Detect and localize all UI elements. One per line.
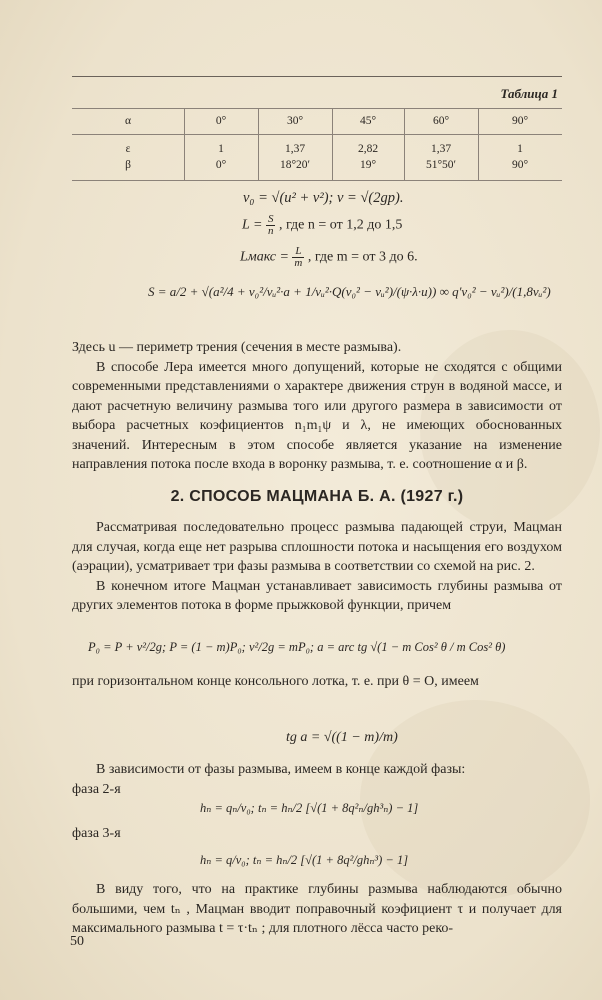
fraction-denominator: n [267, 225, 274, 237]
fraction-numerator: L [292, 246, 304, 258]
fraction-denominator: m [294, 257, 303, 269]
table-header-cell: α [124, 115, 132, 127]
table-cell: 2,82 [357, 143, 379, 155]
data-table [72, 108, 562, 180]
table-cell: 19° [359, 159, 377, 171]
table-header-cell: 0° [215, 115, 227, 127]
table-header-cell: 60° [432, 115, 450, 127]
table-cell: β [125, 159, 131, 171]
table-cell: 1,37 [430, 143, 452, 155]
equation-condition: , где n = от 1,2 до 1,5 [278, 217, 403, 233]
equation-length-max [240, 246, 418, 269]
table-rule [72, 180, 562, 181]
table-cell: 0° [215, 159, 227, 171]
text-block-correction [72, 880, 562, 939]
equation-lhs: Lмакс = [240, 249, 289, 265]
table-cell: 51°50′ [425, 159, 457, 171]
phase-label: фаза 3-я [72, 826, 121, 841]
paragraph: В конечном итоге Мацман устанавливает зависимость глубины размыва от других элементов потока в форме прыжковой функции, причем [72, 578, 562, 613]
table-cell: ε [125, 143, 131, 155]
equation-angle: tg a = √((1 − m)/m) [286, 730, 398, 745]
top-rule [72, 76, 562, 77]
page-number: 50 [70, 934, 84, 949]
table-header-cell: 30° [286, 115, 304, 127]
table-rule [72, 108, 562, 109]
table-rule [72, 134, 562, 135]
paragraph: при горизонтальном конце консольного лотка, т. е. при θ = O, имеем [72, 674, 479, 689]
equation-scour-depth: S = a/2 + √(a²/4 + v₀²/vᵤ²·a + 1/vᵤ²·Q(v₀² − vᵤ²)/(ψ·λ·u)) ∞ q′v₀² − vᵤ²)/(1,8vᵤ²) [148, 284, 551, 299]
table-cell: 18°20′ [279, 159, 311, 171]
equation-fraction [266, 214, 276, 237]
table-header-cell: 45° [359, 115, 377, 127]
equation-length [242, 214, 402, 237]
text-block-lehr [72, 338, 562, 475]
paragraph: В способе Лера имеется много допущений, которые не сходятся с общими современными представлениями о характере движения струн в водяной массе, и дают расчетную величину размыва того или другого размера в зависимости от выбора расчетных коэфициентов n₁m₁ψ и λ, не имеющих обоснованных значений. Интересным в этом способе является указание на изменение направления потока после входа в воронку размыва, т. е. соотношение α и β. [72, 359, 562, 472]
equation-fraction [292, 246, 304, 269]
equation-phase-3: hₙ = q/v₀; tₙ = hₙ/2 [√(1 + 8q²/ghₙ³) − 1] [200, 853, 409, 867]
section-heading: 2. СПОСОБ МАЦМАНА Б. А. (1927 г.) [170, 488, 464, 505]
table-cell: 1,37 [284, 143, 306, 155]
paragraph: В зависимости от фазы размыва, имеем в конце каждой фазы: [96, 762, 466, 777]
equation-lhs: L = [242, 217, 263, 233]
table-cell: 1 [517, 143, 523, 155]
fraction-numerator: S [267, 213, 274, 225]
table-title: Таблица 1 [500, 86, 558, 101]
text-block-phases [72, 760, 562, 799]
paragraph: Здесь u — периметр трения (сечения в месте размыва). [72, 340, 402, 355]
equation-phase-2: hₙ = qₙ/v₀; tₙ = hₙ/2 [√(1 + 8q²ₙ/gh³ₙ) − 1] [200, 801, 419, 815]
table-header-cell: 90° [511, 115, 529, 127]
table-cell: 90° [511, 159, 529, 171]
paragraph: В виду того, что на практике глубины размыва наблюдаются обычно большими, чем tₙ , Мацман вводит поправочный коэфициент τ и получает для максимального размыва t = τ·tₙ ; для плотного лёсса часто реко- [72, 882, 562, 936]
equation-velocity: v₀ = √(u² + v²); v = √(2gp). [243, 190, 404, 206]
equation-pressure: P₀ = P + v²/2g; P = (1 − m)P₀; v²/2g = mP₀; a = arc tg √(1 − m Cos² θ / m Cos² θ) [88, 640, 506, 654]
paragraph: Рассматривая последовательно процесс размыва падающей струи, Мацман для случая, когда еще нет разрыва сплошности потока и насыщения его воздухом (аэрации), усматривает три фазы размыва в соответствии со схемой на рис. 2. [72, 520, 562, 574]
text-block-matsman [72, 518, 562, 616]
table-cell: 1 [218, 143, 224, 155]
phase-label: фаза 2-я [72, 781, 121, 797]
equation-condition: , где m = от 3 до 6. [307, 249, 418, 265]
text-block-horizontal [72, 672, 562, 692]
